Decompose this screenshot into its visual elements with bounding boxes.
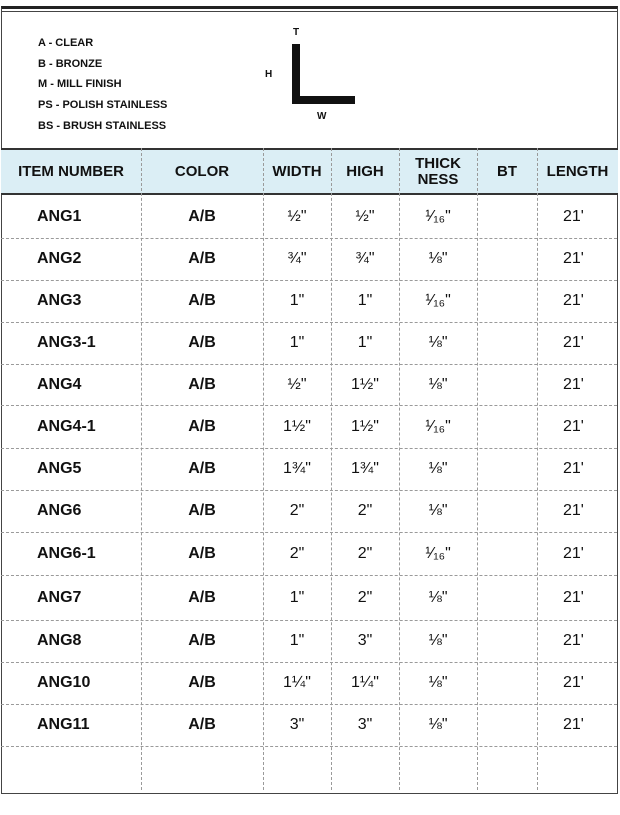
cell-item-number: ANG5	[37, 460, 82, 477]
top-rule	[1, 11, 618, 12]
cell-item-number: ANG1	[37, 208, 82, 225]
cell-length: 21'	[563, 292, 584, 309]
cell-high: ¾"	[355, 250, 375, 267]
legend-item: B - BRONZE	[38, 57, 103, 70]
cell-width: 2"	[289, 544, 305, 562]
height-label: H	[265, 69, 273, 80]
cell-length: 21'	[563, 250, 584, 267]
cell-length: 21'	[563, 208, 584, 225]
angle-profile-diagram	[260, 24, 370, 124]
cell-thickness: ¹⁄₁₆"	[425, 417, 451, 435]
cell-color: A/B	[188, 632, 216, 649]
cell-bt	[477, 364, 537, 405]
cell-thickness: ¹⁄₁₆"	[425, 544, 451, 562]
cell-width: 1¼"	[283, 674, 311, 691]
cell-thickness: ⅛"	[428, 674, 448, 691]
cell-thickness: ¹⁄₁₆"	[425, 292, 451, 309]
cell-width: 1"	[289, 588, 305, 606]
cell-width: 1"	[289, 334, 305, 351]
cell-high: 3"	[357, 632, 373, 649]
cell-color: A/B	[188, 208, 216, 225]
cell-item-number: ANG4	[37, 375, 82, 393]
cell-high: 1½"	[351, 375, 379, 393]
cell-item-number: ANG3	[37, 292, 82, 309]
cell-length: 21'	[563, 716, 584, 733]
cell-thickness: ⅛"	[428, 502, 448, 519]
cell-width: 1½"	[283, 417, 311, 435]
row-divider	[1, 746, 617, 747]
cell-color: A/B	[188, 674, 216, 691]
cell-thickness: ⅛"	[428, 588, 448, 606]
cell-length: 21'	[563, 334, 584, 351]
cell-color: A/B	[188, 460, 216, 477]
table-header	[1, 148, 618, 195]
cell-bt	[477, 448, 537, 490]
cell-color: A/B	[188, 375, 216, 393]
cell-length: 21'	[563, 460, 584, 477]
cell-bt	[477, 532, 537, 575]
legend-item: A - CLEAR	[38, 37, 94, 49]
angle-horizontal-leg	[292, 96, 355, 104]
cell-item-number: ANG2	[37, 250, 82, 267]
cell-thickness: ⅛"	[428, 716, 448, 733]
cell-high: ½"	[355, 208, 375, 225]
cell-length: 21'	[563, 375, 584, 393]
col-high: HIGH	[346, 162, 384, 180]
col-item-number: ITEM NUMBER	[18, 162, 124, 180]
cell-color: A/B	[188, 334, 216, 351]
cell-high: 2"	[357, 588, 373, 606]
cell-bt	[477, 280, 537, 322]
legend-item: PS - POLISH STAINLESS	[38, 99, 168, 112]
cell-length: 21'	[563, 674, 584, 691]
cell-color: A/B	[188, 716, 216, 733]
cell-color: A/B	[188, 502, 216, 519]
cell-thickness: ⅛"	[428, 632, 448, 649]
cell-bt	[477, 662, 537, 704]
cell-color: A/B	[188, 417, 216, 435]
cell-item-number: ANG10	[37, 674, 91, 691]
cell-width: 1"	[289, 632, 305, 649]
legend-item: M - MILL FINISH	[38, 78, 122, 91]
cell-item-number: ANG6-1	[37, 544, 96, 562]
cell-bt	[477, 196, 537, 238]
cell-width: 3"	[289, 716, 305, 733]
cell-high: 1¾"	[351, 460, 379, 477]
col-thickness: THICK NESS	[415, 154, 461, 188]
cell-color: A/B	[188, 588, 216, 606]
cell-width: 1¾"	[283, 460, 311, 477]
cell-color: A/B	[188, 250, 216, 267]
width-label: W	[317, 111, 327, 122]
cell-high: 1¼"	[351, 674, 379, 691]
cell-high: 1"	[357, 292, 373, 309]
cell-width: ½"	[287, 208, 307, 225]
cell-thickness: ⅛"	[428, 250, 448, 267]
thickness-label: T	[293, 27, 300, 38]
cell-width: ½"	[287, 375, 307, 393]
cell-length: 21'	[563, 632, 584, 649]
legend-item: BS - BRUSH STAINLESS	[38, 119, 167, 132]
col-width: WIDTH	[272, 162, 322, 180]
cell-bt	[477, 704, 537, 746]
cell-width: 2"	[289, 502, 305, 519]
col-length: LENGTH	[546, 162, 609, 180]
cell-color: A/B	[188, 544, 216, 562]
cell-bt	[477, 238, 537, 280]
cell-length: 21'	[563, 502, 584, 519]
cell-item-number: ANG7	[37, 588, 82, 606]
cell-width: ¾"	[287, 250, 307, 267]
cell-bt	[477, 405, 537, 448]
cell-length: 21'	[563, 544, 584, 562]
angle-vertical-leg	[292, 44, 300, 104]
color-legend	[38, 33, 167, 137]
cell-item-number: ANG8	[37, 632, 82, 649]
cell-bt	[477, 620, 537, 662]
cell-high: 2"	[357, 544, 373, 562]
cell-high: 1"	[357, 334, 373, 351]
cell-high: 1½"	[351, 417, 379, 435]
cell-high: 2"	[357, 502, 373, 519]
cell-length: 21'	[563, 588, 584, 606]
cell-color: A/B	[188, 292, 216, 309]
cell-item-number: ANG11	[37, 716, 90, 733]
cell-thickness: ⅛"	[428, 334, 448, 351]
cell-length: 21'	[563, 417, 584, 435]
cell-item-number: ANG3-1	[37, 334, 96, 351]
cell-bt	[477, 575, 537, 620]
cell-high: 3"	[357, 716, 373, 733]
cell-bt	[477, 490, 537, 532]
cell-thickness: ⅛"	[428, 460, 448, 477]
cell-thickness: ⅛"	[428, 375, 448, 393]
cell-bt	[477, 322, 537, 364]
col-bt: BT	[497, 162, 517, 180]
cell-width: 1"	[289, 292, 305, 309]
cell-item-number: ANG6	[37, 502, 82, 519]
col-color: COLOR	[174, 162, 230, 180]
cell-thickness: ¹⁄₁₆"	[425, 208, 451, 225]
cell-item-number: ANG4-1	[37, 417, 96, 435]
